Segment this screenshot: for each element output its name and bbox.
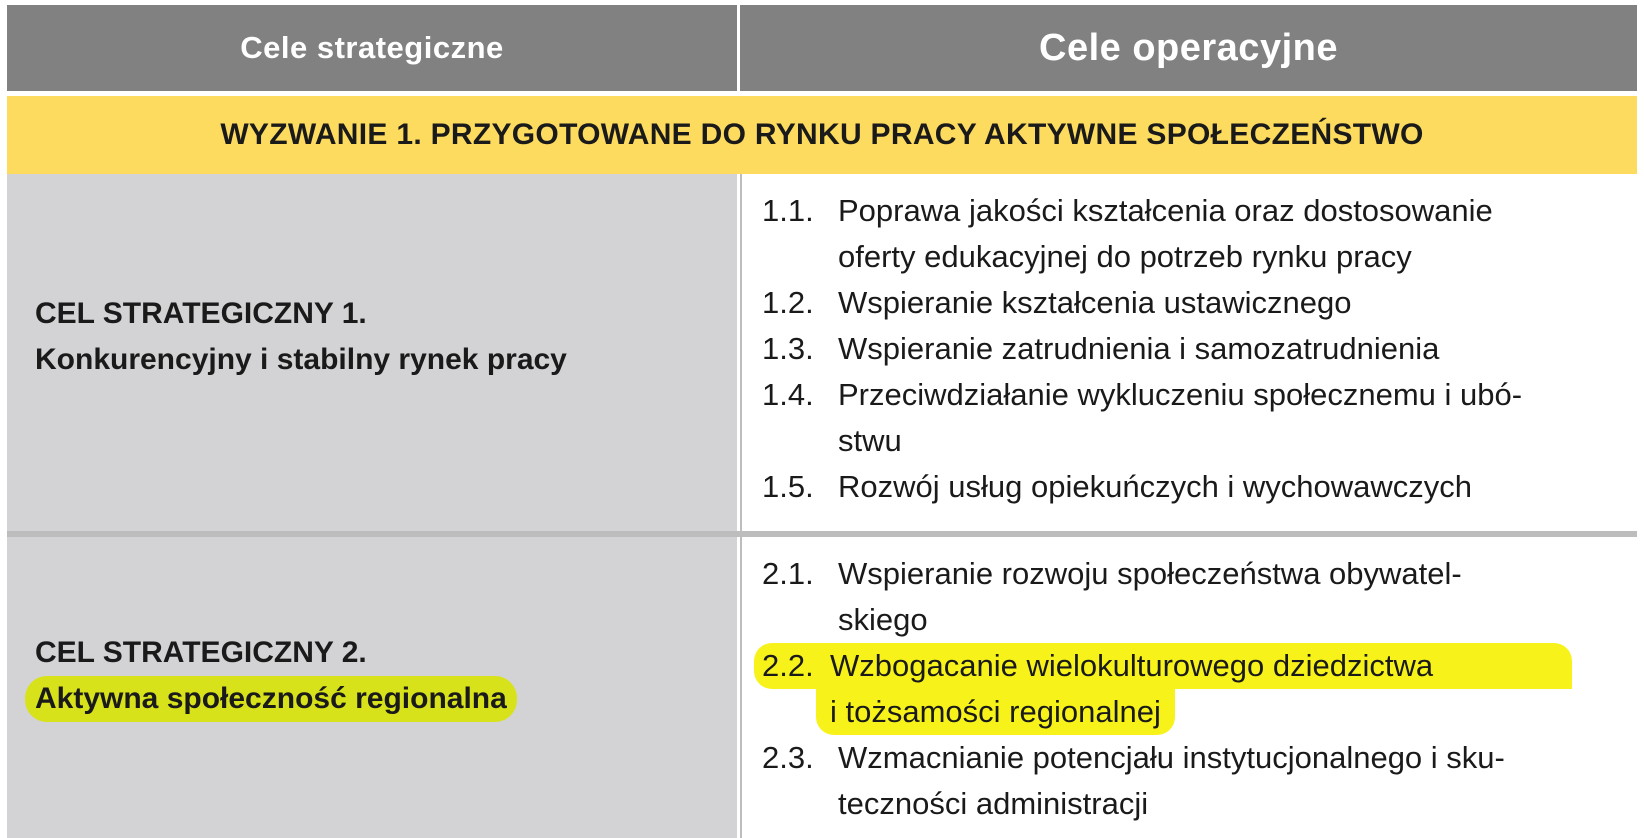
item-line: Wspieranie zatrudnienia i samozatrudnienia — [838, 331, 1440, 366]
item-text — [838, 735, 1568, 827]
list-item — [762, 464, 1572, 510]
list-item — [762, 372, 1572, 464]
operational-goals-list-1 — [762, 188, 1572, 510]
item-line: teczności administracji — [838, 786, 1149, 821]
item-line: Wspieranie rozwoju społeczeństwa obywatel- — [838, 556, 1462, 591]
header-operational-goals: Cele operacyjne — [740, 5, 1637, 91]
item-line: stwu — [838, 423, 902, 458]
item-line: Wzbogacanie wielokulturowego dziedzictwa — [830, 643, 1572, 689]
item-line: oferty edukacyjnej do potrzeb rynku pracy — [838, 239, 1412, 274]
item-text — [838, 188, 1568, 280]
strategic-goal-cell-1 — [7, 174, 737, 531]
item-number: 1.2. — [762, 285, 814, 320]
item-number: 2.3. — [762, 740, 814, 775]
item-text — [838, 326, 1568, 372]
list-item — [762, 735, 1572, 827]
item-line: Rozwój usług opiekuńczych i wychowawczych — [838, 469, 1473, 504]
header-strategic-goals: Cele strategiczne — [7, 5, 737, 91]
item-text — [838, 551, 1568, 643]
item-text — [830, 643, 1560, 735]
goal-name-highlighted: Aktywna społeczność regionalna — [25, 676, 517, 722]
list-item — [762, 326, 1572, 372]
item-number: 2.2. — [754, 643, 830, 689]
operational-goals-cell-2 — [740, 537, 1639, 838]
item-text — [838, 464, 1568, 510]
challenge-banner: WYZWANIE 1. PRZYGOTOWANE DO RYNKU PRACY AKTYWNE SPOŁECZEŃSTWO — [7, 96, 1637, 174]
item-number: 1.1. — [762, 193, 814, 228]
strategic-goal-1 — [35, 291, 567, 383]
item-text — [838, 280, 1568, 326]
list-item — [762, 280, 1572, 326]
strategic-goal-cell-2 — [7, 537, 737, 838]
operational-goals-cell-1 — [740, 174, 1639, 531]
list-item — [762, 551, 1572, 643]
goal-name: Konkurencyjny i stabilny rynek pracy — [35, 343, 567, 376]
item-line: i tożsamości regionalnej — [816, 689, 1175, 735]
operational-goals-list-2 — [762, 551, 1572, 827]
item-line: Przeciwdziałanie wykluczeniu społecznemu i ubó- — [838, 377, 1523, 412]
goal-title: CEL STRATEGICZNY 2. — [35, 636, 367, 669]
list-item — [762, 188, 1572, 280]
item-line: skiego — [838, 602, 928, 637]
item-number: 1.5. — [762, 469, 814, 504]
item-line: Poprawa jakości kształcenia oraz dostosowanie — [838, 193, 1493, 228]
item-number: 2.1. — [762, 556, 814, 591]
strategy-table — [7, 5, 1637, 838]
item-text — [838, 372, 1568, 464]
item-line: Wspieranie kształcenia ustawicznego — [838, 285, 1352, 320]
item-number: 1.3. — [762, 331, 814, 366]
item-number: 1.4. — [762, 377, 814, 412]
list-item-highlighted — [762, 643, 1572, 735]
strategic-goal-2 — [35, 630, 517, 722]
goal-title: CEL STRATEGICZNY 1. — [35, 297, 367, 330]
item-line: Wzmacnianie potencjału instytucjonalnego i sku- — [838, 740, 1505, 775]
